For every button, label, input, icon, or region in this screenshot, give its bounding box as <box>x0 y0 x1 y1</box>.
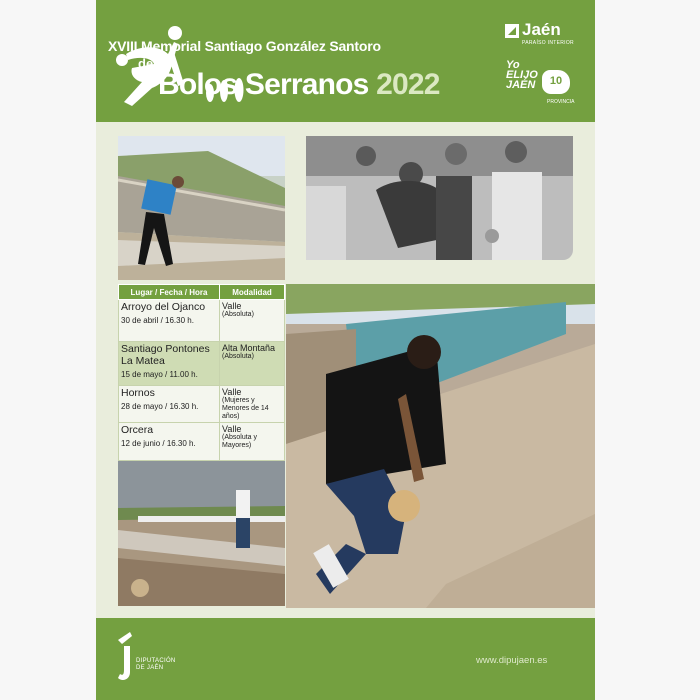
website-link[interactable]: www.dipujaen.es <box>476 655 548 666</box>
diputacion-j-icon <box>114 632 136 682</box>
modality: Valle <box>222 424 242 434</box>
date: 28 de mayo / 16.30 h. <box>121 402 199 411</box>
cell-modality <box>220 423 285 461</box>
modality-sub: (Absoluta y Mayores) <box>222 434 258 449</box>
photo-player-wall <box>118 136 285 280</box>
yo-line3: JAÉN <box>506 79 536 91</box>
date: 12 de junio / 16.30 h. <box>121 439 196 448</box>
schedule-header-row <box>119 285 285 300</box>
badge-sub: PROVINCIA <box>547 99 575 105</box>
title-de: de <box>138 56 154 71</box>
cell-place <box>119 300 220 342</box>
photo-main-player <box>286 284 595 608</box>
yo-elijo-jaen-logo <box>506 60 538 90</box>
org-line1: DIPUTACIÓN <box>136 658 176 664</box>
table-row <box>119 386 285 423</box>
modality: Valle <box>222 387 242 397</box>
jaen-logo-text: Jaén <box>522 20 561 39</box>
modality-sub: (Mujeres y Menores de 14 años) <box>222 397 269 420</box>
title-year: 2022 <box>376 68 440 101</box>
diputacion-name <box>136 658 176 672</box>
yo-line1: Yo <box>506 59 520 71</box>
col-header-modalidad: Modalidad <box>220 285 285 300</box>
jaen-logo-sub: PARAÍSO INTERIOR <box>522 40 574 46</box>
cell-place <box>119 423 220 461</box>
modality: Alta Montaña <box>222 343 276 353</box>
title-line1: XVIII Memorial Santiago González Santoro <box>108 38 381 54</box>
cell-place <box>119 386 220 423</box>
table-row <box>119 423 285 461</box>
cell-modality <box>220 300 285 342</box>
table-row <box>119 342 285 386</box>
cell-place <box>119 342 220 386</box>
place: Santiago Pontones La Matea <box>121 343 210 367</box>
cell-modality <box>220 342 285 386</box>
schedule-table <box>118 284 285 461</box>
date: 15 de mayo / 11.00 h. <box>121 370 198 379</box>
place: Orcera <box>121 424 154 436</box>
org-line2: DE JAÉN <box>136 665 164 671</box>
cell-modality <box>220 386 285 423</box>
modality: Valle <box>222 301 242 311</box>
place: Hornos <box>121 387 155 399</box>
photo-historical <box>306 136 573 260</box>
col-header-lugar: Lugar / Fecha / Hora <box>119 285 220 300</box>
title-main: Bolos Serranos <box>158 68 369 101</box>
photo-players-court <box>118 448 285 606</box>
date: 30 de abril / 16.30 h. <box>121 316 194 325</box>
modality-sub: (Absoluta) <box>222 353 254 360</box>
place: Arroyo del Ojanco <box>121 301 206 313</box>
modality-sub: (Absoluta) <box>222 311 254 318</box>
jaen-square-icon <box>505 24 519 38</box>
table-row <box>119 300 285 342</box>
badge-10-anos: 10 <box>542 70 570 94</box>
yo-line2: ELIJO <box>506 69 538 81</box>
page-title <box>158 68 440 102</box>
